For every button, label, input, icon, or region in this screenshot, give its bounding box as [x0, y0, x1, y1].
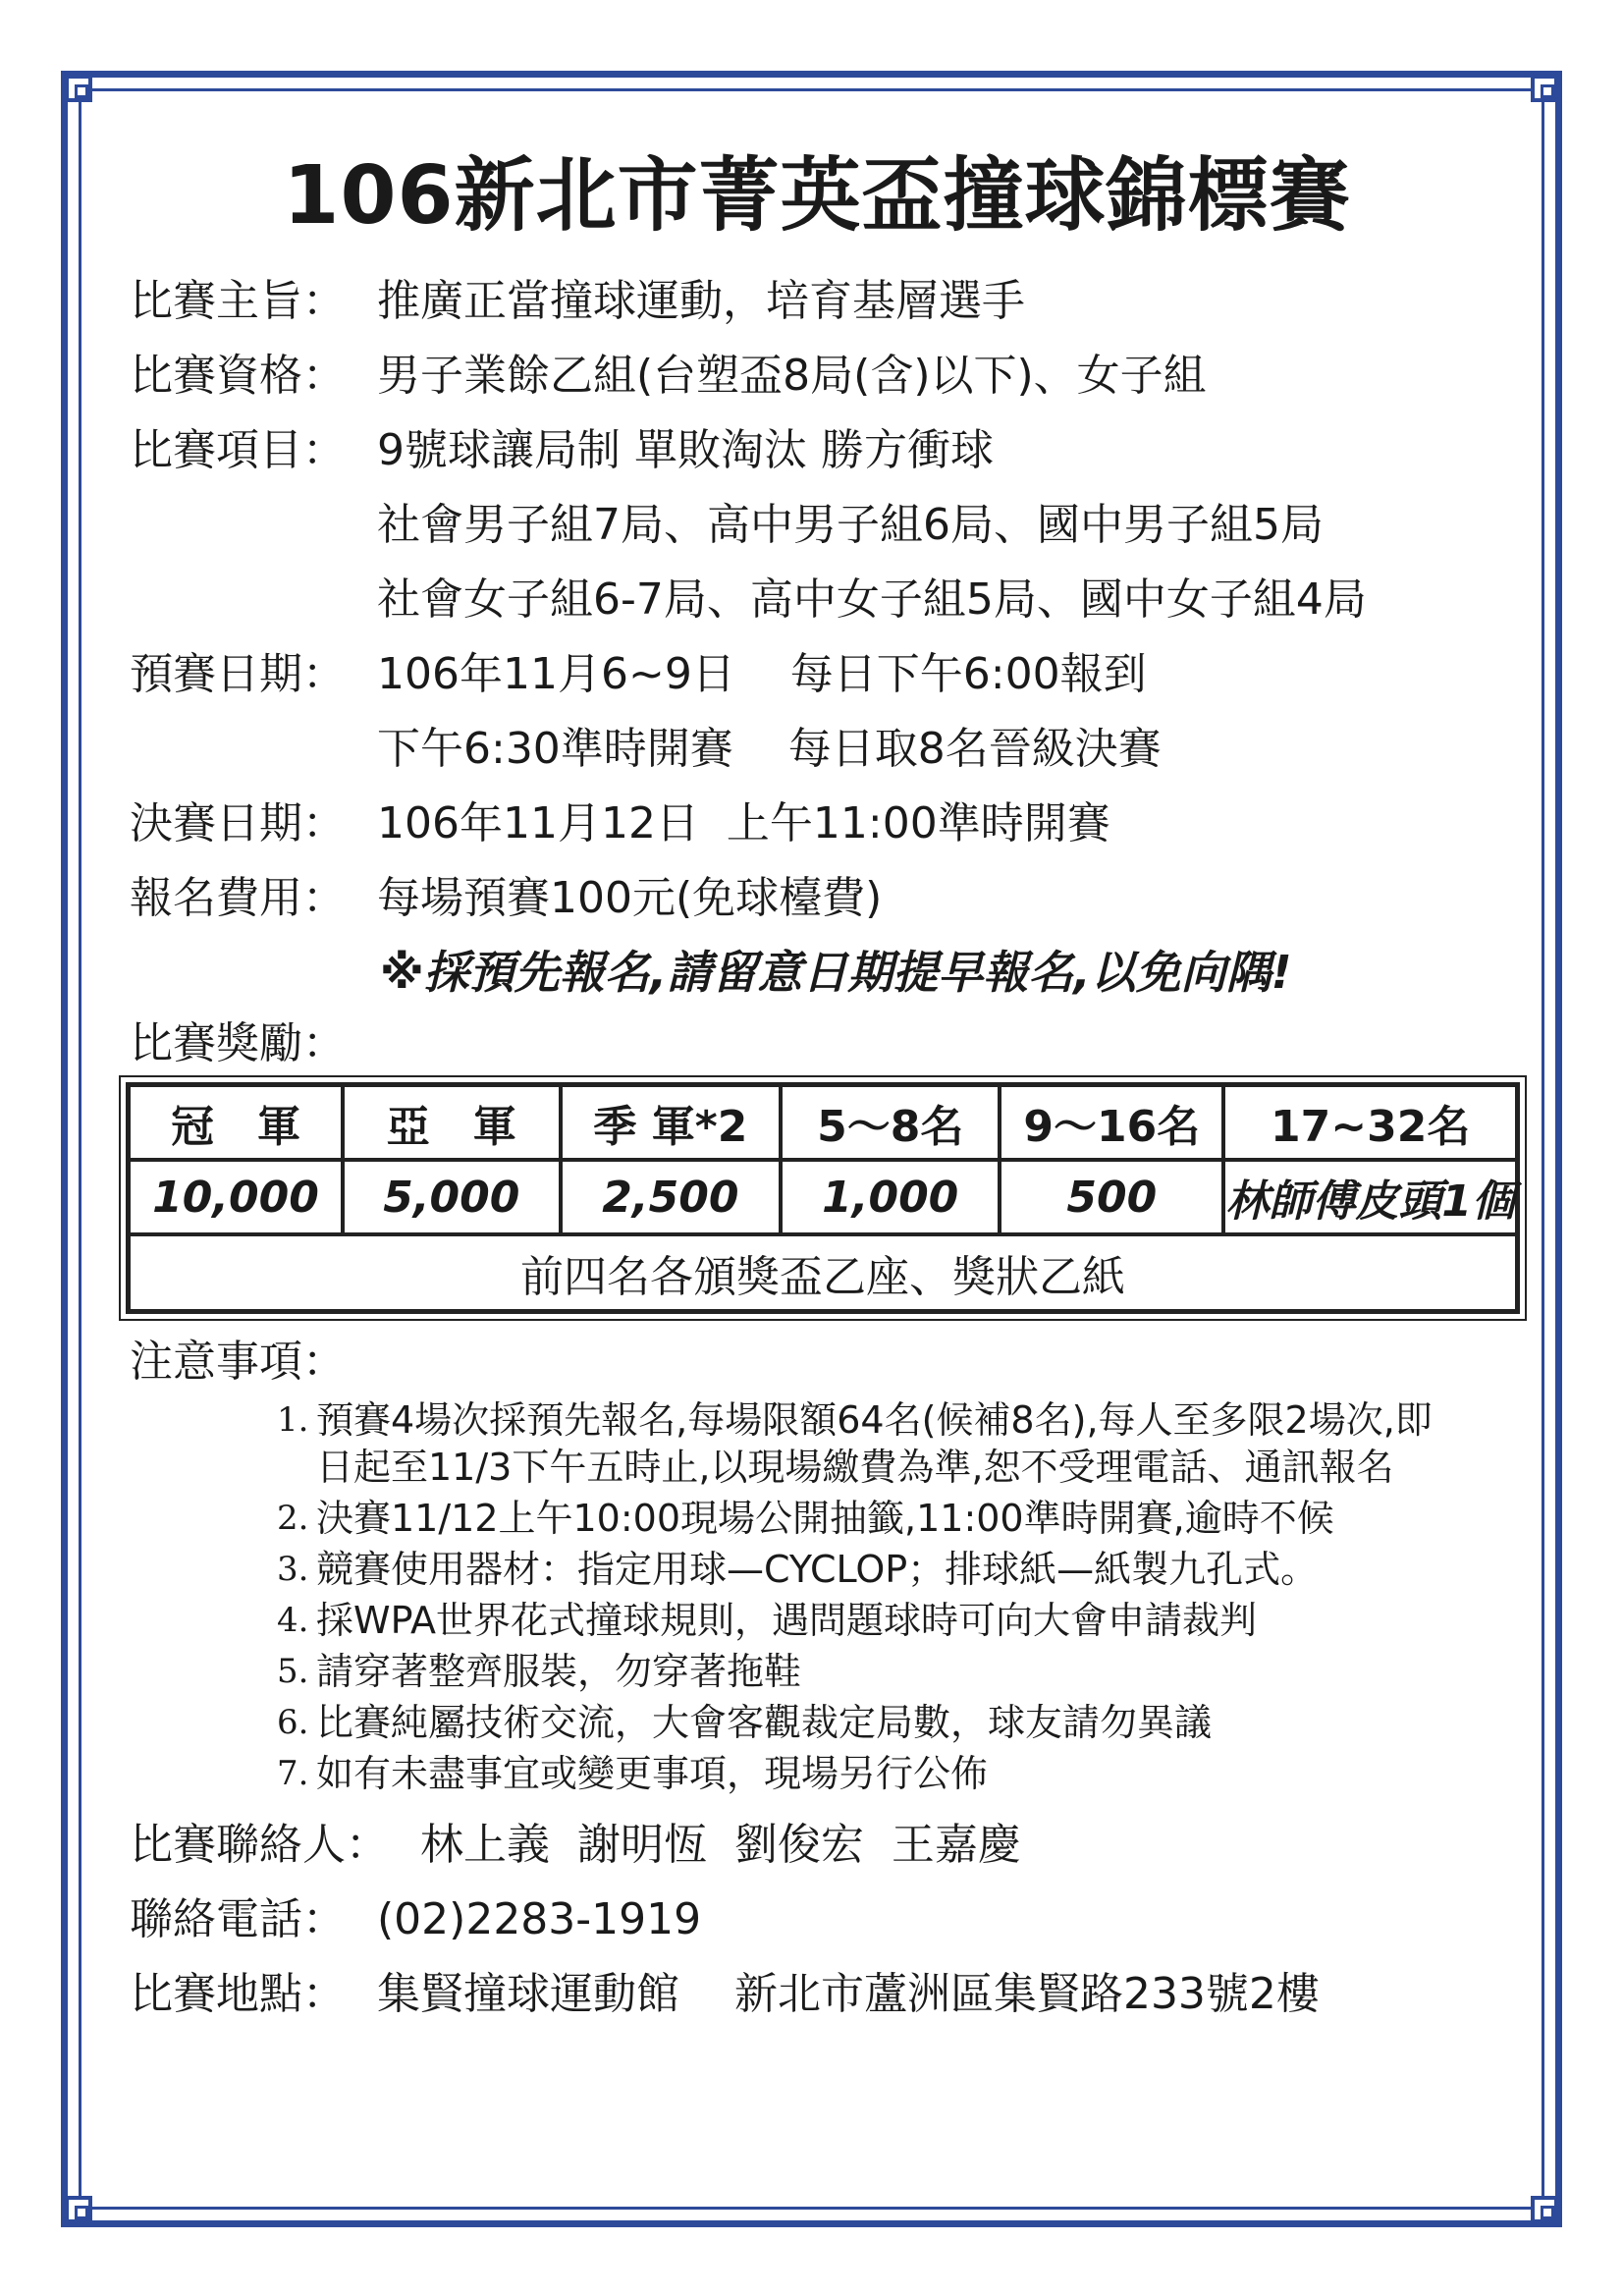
- prize-amount-1: 10,000: [129, 1160, 343, 1234]
- prize-footer: 前四名各頒獎盃乙座、獎狀乙紙: [129, 1234, 1517, 1311]
- final-label: 決賽日期：: [130, 798, 346, 848]
- prize-table: [126, 1082, 1520, 1314]
- prize-header-1: 冠 軍: [129, 1085, 343, 1160]
- note-text: 比賽純屬技術交流，大會客觀裁定局數，球友請勿異議: [316, 1701, 1213, 1744]
- prize-amount-4: 1,000: [781, 1160, 1000, 1234]
- awards-label: 比賽獎勵：: [130, 1018, 346, 1068]
- final-row: [130, 797, 1504, 850]
- final-value: 106年11月12日 上午11:00準時開賽: [377, 798, 1110, 848]
- prelim-row: [130, 648, 1504, 701]
- note-text: 決賽11/12上午10:00現場公開抽籤,11:00準時開賽,逾時不候: [316, 1497, 1334, 1540]
- prize-amount-2: 5,000: [343, 1160, 561, 1234]
- prelim-label: 預賽日期：: [130, 649, 346, 699]
- prize-header-4: 5～8名: [781, 1085, 1000, 1160]
- notes-list: [130, 1396, 1504, 1797]
- notes-label: 注意事項：: [130, 1337, 346, 1387]
- phone-label: 聯絡電話：: [130, 1894, 346, 1944]
- purpose-label: 比賽主旨：: [130, 276, 346, 326]
- phone-row: [130, 1893, 1504, 1946]
- prize-header-5: 9～16名: [1000, 1085, 1223, 1160]
- prelim-line-2: 下午6:30準時開賽 每日取8名晉級決賽: [377, 724, 1162, 774]
- list-item: [130, 1495, 1504, 1542]
- notes-heading-row: [130, 1336, 1504, 1389]
- corner-ornament-top-right: [1531, 75, 1558, 102]
- events-line-3: 社會女子組6-7局、高中女子組5局、國中女子組4局: [377, 574, 1367, 625]
- fee-label: 報名費用：: [130, 873, 346, 923]
- list-item: [130, 1648, 1504, 1695]
- list-item: [130, 1597, 1504, 1644]
- events-label: 比賽項目：: [130, 425, 346, 475]
- prize-header-row: [129, 1085, 1517, 1160]
- prize-amount-5: 500: [1000, 1160, 1223, 1234]
- note-number: 7.: [277, 1754, 309, 1793]
- phone-value: (02)2283-1919: [377, 1894, 702, 1944]
- prize-header-6: 17~32名: [1223, 1085, 1517, 1160]
- note-text: 採WPA世界花式撞球規則，遇問題球時可向大會申請裁判: [316, 1599, 1258, 1642]
- note-number: 1.: [277, 1400, 309, 1440]
- venue-value: 集賢撞球運動館 新北市蘆洲區集賢路233號2樓: [377, 1969, 1320, 2019]
- eligibility-label: 比賽資格：: [130, 351, 346, 401]
- note-number: 2.: [277, 1499, 309, 1538]
- corner-ornament-top-left: [65, 75, 92, 102]
- fee-value: 每場預賽100元(免球檯費): [377, 873, 883, 923]
- contacts-value: 林上義 謝明恆 劉俊宏 王嘉慶: [420, 1820, 1021, 1870]
- note-text: 如有未盡事宜或變更事項，現場另行公佈: [316, 1752, 989, 1795]
- fee-row: [130, 872, 1504, 925]
- note-number: 4.: [277, 1601, 309, 1640]
- eligibility-row: [130, 350, 1504, 403]
- list-item: [130, 1396, 1504, 1491]
- venue-label: 比賽地點：: [130, 1969, 346, 2019]
- prelim-value: 106年11月6~9日 每日下午6:00報到: [377, 649, 1147, 699]
- list-item: [130, 1546, 1504, 1593]
- prize-amount-3: 2,500: [561, 1160, 781, 1234]
- page-title: 106新北市菁英盃撞球錦標賽: [283, 149, 1351, 243]
- list-item: [130, 1699, 1504, 1746]
- prize-header-2: 亞 軍: [343, 1085, 561, 1160]
- note-number: 3.: [277, 1550, 309, 1589]
- corner-ornament-bottom-right: [1531, 2196, 1558, 2223]
- contacts-label: 比賽聯絡人：: [130, 1820, 389, 1870]
- purpose-value: 推廣正當撞球運動，培育基層選手: [377, 276, 1025, 326]
- note-number: 5.: [277, 1652, 309, 1691]
- list-item: [130, 1750, 1504, 1797]
- purpose-row: [130, 275, 1504, 328]
- prize-amount-row: [129, 1160, 1517, 1234]
- note-text: 競賽使用器材：指定用球—CYCLOP；排球紙—紙製九孔式。: [316, 1548, 1319, 1591]
- prize-header-3: 季 軍*2: [561, 1085, 781, 1160]
- events-row: [130, 424, 1504, 477]
- registration-notice: ※採預先報名,請留意日期提早報名,以免向隅!: [380, 946, 1292, 999]
- prize-footer-row: [129, 1234, 1517, 1311]
- note-text: 預賽4場次採預先報名,每場限額64名(候補8名),每人至多限2場次,即日起至11/3下午五時止,以現場繳費為準,恕不受理電話、通訊報名: [316, 1398, 1433, 1489]
- contacts-row: [130, 1819, 1504, 1872]
- corner-ornament-bottom-left: [65, 2196, 92, 2223]
- events-value: 9號球讓局制 單敗淘汰 勝方衝球: [377, 425, 994, 475]
- events-line-2: 社會男子組7局、高中男子組6局、國中男子組5局: [377, 500, 1324, 550]
- eligibility-value: 男子業餘乙組(台塑盃8局(含)以下)、女子組: [377, 351, 1207, 401]
- poster-content: [130, 147, 1515, 2021]
- venue-row: [130, 1968, 1504, 2021]
- prize-amount-6: 林師傅皮頭1個: [1223, 1160, 1517, 1234]
- note-number: 6.: [277, 1703, 309, 1742]
- awards-row: [130, 1017, 1504, 1070]
- note-text: 請穿著整齊服裝，勿穿著拖鞋: [316, 1650, 802, 1693]
